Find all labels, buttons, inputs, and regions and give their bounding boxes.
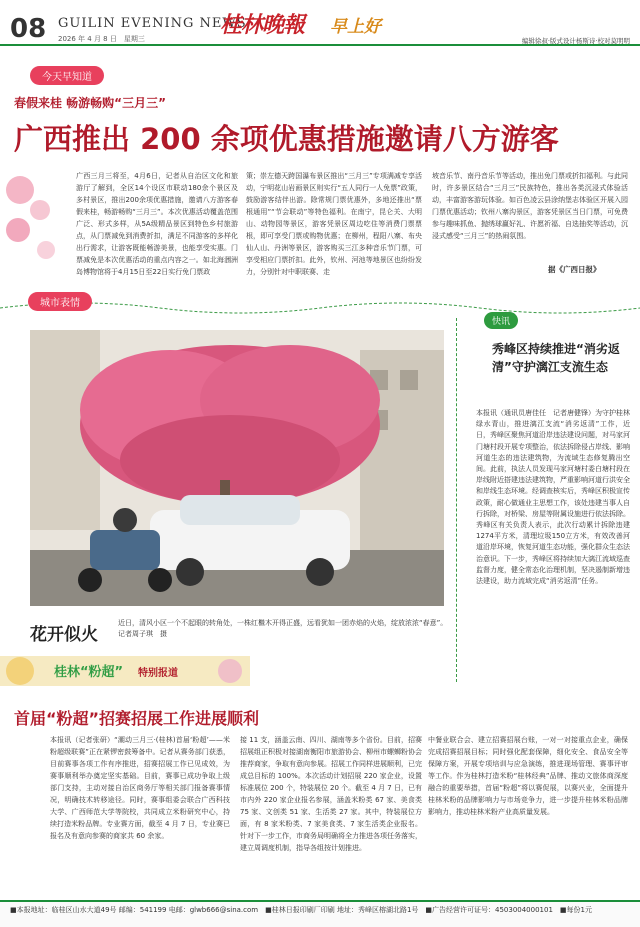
section-tag: 城市表情 [28,292,92,311]
lead-headline: 广西推出 200 余项优惠措施邀请八方游客 [14,122,559,156]
photo-caption-title: 花开似火 [30,625,98,645]
footer-info: ■本报地址：临桂区山水大道49号 邮编：541199 电邮：glwb666@sina.com ■桂林日报印刷厂印刷 地址：秀峰区榕湖北路1号 ■广告经营许可证号：4503004000101 ■每份1元 [10,906,592,914]
lead-column-1: 广西三月三将至，4月6日，记者从自治区文化和旅游厅了解到，全区14个设区市联动180余个景区及多村景区，推出200余项优惠措施，邀请八方游客春假来桂，畅游畅购“三月三”。本次优惠活动覆盖范围广泛、形式多样，从5A级精品景区到特色乡村旅游点，从门票减免到消费折扣，满足不同游客的多样化出行需求，让游客既能畅游美景，也能享受实惠。门票减免是本次优惠活动的重点内容之一。如北海涠洲岛博物馆将于4月15日至22日实行免门票政 [76,172,238,276]
section-logo: 早上好 [330,17,381,37]
issue-date: 2026 年 4 月 8 日 星期三 [58,35,145,43]
special-column-3: 中餐业联合会、建立招赛招展台账，一对一对接重点企业，确保完成招赛招展目标；同时强化配套保障，细化安全、食品安全等保障方案，开展专项培训与应急演练，推进现场管理、赛事评审等工作。作为桂林打造米粉“桂林经典”品牌、推动文旅体商深度融合的重要举措，首届“粉超”将以赛促展，以赛兴业，全面提升桂林米粉的品牌影响力与市场竞争力，进一步提升桂林米粉品牌影响力，推动桂林米粉产业高质量发展。 [428,736,628,816]
decorative-flower-image [0,160,68,290]
news-photo [30,330,444,606]
special-column-2: 接 11 支，涵盖云南、四川、湖南等多个省份。目前，招赛招展组正积极对接湖南衡阳市旅游协会、柳州市螺蛳粉协会推荐商家，争取有意向参展。招展工作同样进展顺利，已完成总目标的 100%。本次活动计划招展 220 家企业，设置标准展位 200 个，特装展位 20 个。截至 4 月 7 日，已有市内外 220 家企业报名参展，涵盖米粉类 67 家、美食类 75 家、文创类 51 家、生活类 27 家。其中，特装展位方面，有 8 家米粉类、7 家美食类、7 家生活类企业报名。针对下一步工作，市商务局明确将全力推进各项任务落实，建立周调度机制，指导各组按计划推进。 [240,736,422,852]
photo-caption: 近日，清风小区一个不起眼的转角处，一株红檵木开得正盛，远看犹如一团赤焰的火焰，绽放浓浓“春意”。 记者周子琪 摄 [118,619,563,638]
brand-logo: 桂林晚報 [220,12,305,38]
page-number: 08 [10,14,47,44]
lead-column-3: 坡音乐节、南丹音乐节等活动，推出免门票或折扣福利。与此同时，许多景区结合“三月三”民族特色，推出各类沉浸式体验活动，丰富游客游玩体验。如百色凌云县涂纳堡志体验区开展入园门票优惠活动；钦州八寨沟景区，游客凭景区当日门票，可免费参与趣味抓鱼、抛绣球赢好礼、许愿祈福、自选抽奖等活动，沉浸式感受“三月三”的热闹氛围。 [432,172,628,240]
paper-name: GUILIN EVENING NEWS [58,16,247,31]
special-report-banner [0,654,250,688]
special-report-subtitle: 特别报道 [138,668,178,679]
brief-headline: 秀峰区持续推进“消劣返清”守护漓江支流生态 [492,342,620,374]
lead-subhead: 春假来桂 畅游畅购“三月三” [14,96,166,110]
special-column-1: 本报讯（记者张研）“潮动三月三·(桂林)首届‘粉超’——米粉超级联赛”正在紧锣密鼓筹备中。记者从赛务部门获悉，目前赛事各项工作有序推进，招赛招展工作已见成效，为赛事顺利举办奠定坚实基础。目前，赛事已成功争取上级部门支持，主动对接自治区商务厅等相关部门报备赛事情况，明确技术转移途径。同时，赛事组委会联合广西科技大学、广西师范大学等院校，共同成立米粉研究中心，持续打造米粉品牌。专业赛方面，截至 4 月 7 日，专业赛已报名及有意向参赛的商家共 60 余家。 [50,736,230,840]
brief-tag: 快讯 [484,312,518,329]
lead-column-2: 策；崇左德天跨国瀑布景区推出“三月三”专项满减专享活动，宁明花山岩画景区则实行“五人同行一人免票”政策，鼓励游客结伴出游。除常规门票优惠外，多地还推出“票根通用”“节会联动”等特色福利。在南宁，昆仑关、大明山、动物园等景区，游客凭景区周边吃住等消费门票票根，即可享受门票或购物优惠；在柳州，程阳八寨、布央仙人山、丹洲等景区，游客购买三江多种音乐节门票，可享受相应门票折扣。此外，钦州、河池等地景区也纷纷发力，分别针对中职联赛、走 [246,172,422,276]
editor-credits: 编辑徐叔·版式设计杨斯诗·校对莫明明 [521,37,630,45]
section-tag: 今天早知道 [30,66,104,85]
section-divider [0,298,640,318]
lead-source: 据《广西日报》 [548,265,601,274]
brief-body: 本报讯（通讯员唐佳任 记者唐健锋）为守护桂林绿水青山，推进漓江支流“消劣返清”工作，近日，秀峰区聚焦河道沿岸违法建设问题，对马家河门塘村段开展专项整治，依法拆除侵占岸线、影响河道生态的违法建筑物，为流域生态修复腾出空间。此前，执法人员发现马家河塘村委白塘村段在岸线附近搭建违法建筑物，严重影响河道行洪安全和岸线生态环境。经调查核实后，秀峰区积极宣传政策，耐心做通业主思想工作，该处违建当事人自行拆除，对桥梁、房屋等附属设施进行依法拆除。秀峰区有关负责人表示，此次行动累计拆除违建1274平方米，清理垃圾150立方米，有效改善河道沿岸环境，恢复河道生态功能，强化群众生态法治意识。下一步，秀峰区将持续加大漓江流域巡查监督力度，健全常态化治理机制，坚决遏制新增违法建设，助力流域完成“消劣返清”任务。 [476,409,630,586]
special-headline: 首届“粉超”招赛招展工作进展顺利 [14,709,260,728]
special-report-title: 桂林“粉超” [54,665,124,680]
